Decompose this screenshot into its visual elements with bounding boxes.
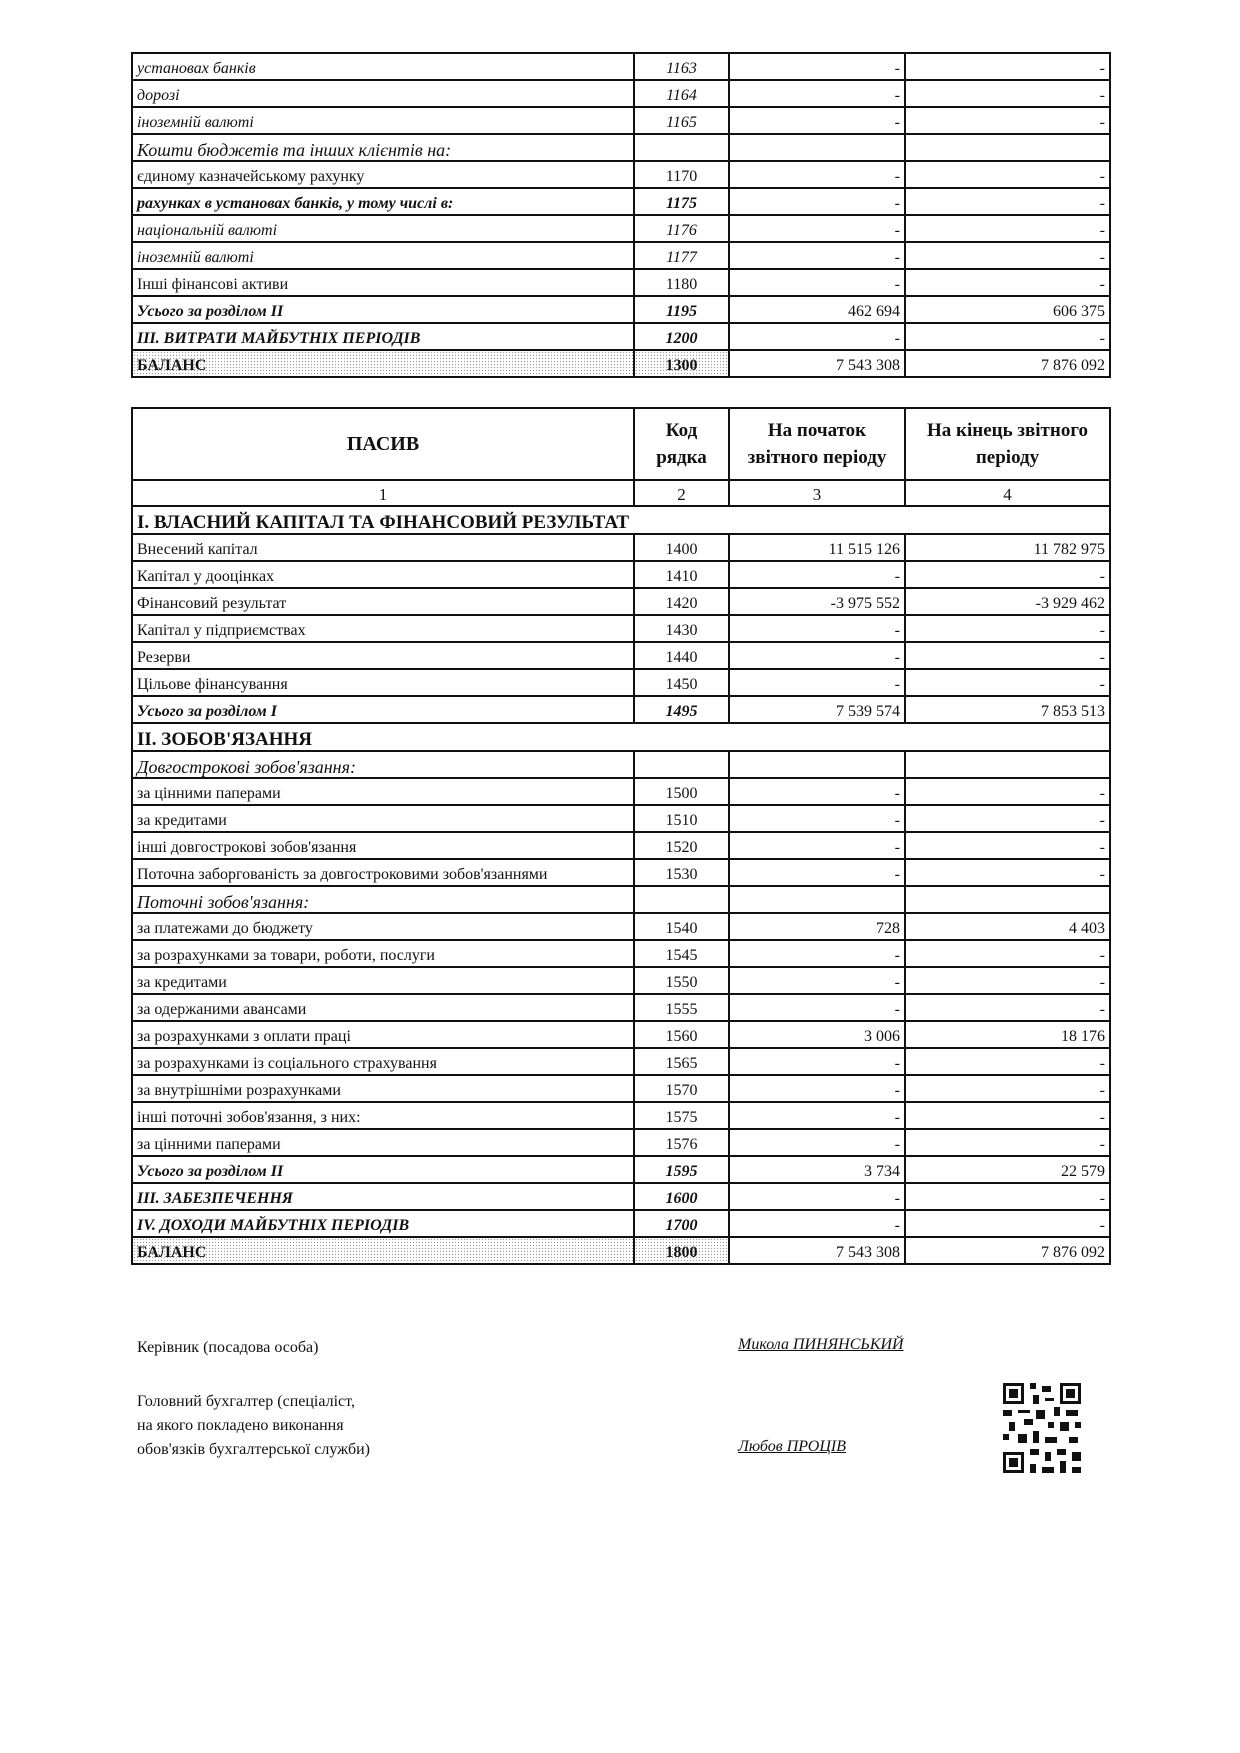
value-end-period [905,751,1110,778]
value-end-period: - [905,1210,1110,1237]
row-code: 1170 [634,161,729,188]
value-end-period: - [905,561,1110,588]
column-number: 1 [132,480,634,506]
value-end-period: - [905,859,1110,886]
value-end-period: - [905,1075,1110,1102]
row-code: 1175 [634,188,729,215]
value-start-period: - [729,615,905,642]
value-start-period: - [729,80,905,107]
row-code: 1570 [634,1075,729,1102]
table-row [132,161,1110,188]
value-start-period: - [729,1075,905,1102]
row-label: Поточні зобов'язання: [132,886,634,913]
row-label: національній валюті [132,215,634,242]
value-end-period: - [905,269,1110,296]
row-label: Внесений капітал [132,534,634,561]
column-number: 3 [729,480,905,506]
row-code: 1410 [634,561,729,588]
row-label: БАЛАНС [132,1237,634,1264]
value-start-period: - [729,161,905,188]
table-row [132,534,1110,561]
row-label: Довгострокові зобов'язання: [132,751,634,778]
value-end-period: 7 876 092 [905,1237,1110,1264]
table-row [132,561,1110,588]
row-label: Резерви [132,642,634,669]
value-end-period: - [905,778,1110,805]
row-label: за розрахунками з оплати праці [132,1021,634,1048]
value-start-period: - [729,561,905,588]
row-code: 1576 [634,1129,729,1156]
row-label: іноземній валюті [132,107,634,134]
value-start-period: - [729,215,905,242]
table-row [132,588,1110,615]
value-end-period: - [905,107,1110,134]
row-code: 1700 [634,1210,729,1237]
value-end-period: - [905,615,1110,642]
value-end-period: -3 929 462 [905,588,1110,615]
qr-code-icon [1003,1383,1081,1473]
table-row [132,1156,1110,1183]
value-start-period: - [729,188,905,215]
row-label: Капітал у дооцінках [132,561,634,588]
row-label: Поточна заборгованість за довгостроковими зобов'язаннями [132,859,634,886]
table-header-row [132,408,1110,480]
row-code: 1176 [634,215,729,242]
value-start-period: 7 539 574 [729,696,905,723]
value-start-period: - [729,107,905,134]
head-title: Керівник (посадова особа) [137,1339,319,1356]
table-row [132,913,1110,940]
row-label: установах банків [132,53,634,80]
value-start-period: - [729,1183,905,1210]
value-start-period: 3 734 [729,1156,905,1183]
accountant-title-line: обов'язків бухгалтерської служби) [137,1441,370,1458]
row-code: 1164 [634,80,729,107]
row-label: за цінними паперами [132,1129,634,1156]
value-end-period: 22 579 [905,1156,1110,1183]
value-end-period [905,134,1110,161]
value-end-period: 18 176 [905,1021,1110,1048]
row-label: за цінними паперами [132,778,634,805]
row-label: дорозі [132,80,634,107]
table-row [132,269,1110,296]
section-heading-obligations [132,723,1110,751]
row-code: 1545 [634,940,729,967]
table-row [132,886,1110,913]
row-code: 1510 [634,805,729,832]
row-label: рахунках в установах банків, у тому числі в: [132,188,634,215]
table-row [132,1102,1110,1129]
table-row [132,1075,1110,1102]
table-row [132,1048,1110,1075]
row-code: 1500 [634,778,729,805]
value-end-period: - [905,832,1110,859]
value-end-period: - [905,53,1110,80]
value-end-period: - [905,80,1110,107]
row-code: 1560 [634,1021,729,1048]
value-end-period: 7 853 513 [905,696,1110,723]
value-start-period: - [729,859,905,886]
value-start-period: - [729,832,905,859]
row-code: 1540 [634,913,729,940]
row-label: інші поточні зобов'язання, з них: [132,1102,634,1129]
value-end-period: - [905,1102,1110,1129]
value-end-period: - [905,1129,1110,1156]
table-row [132,994,1110,1021]
row-code: 1550 [634,967,729,994]
row-code: 1440 [634,642,729,669]
row-code: 1430 [634,615,729,642]
table-row [132,832,1110,859]
value-end-period: - [905,323,1110,350]
accountant-title-line: на якого покладено виконання [137,1417,344,1434]
row-label: III. ВИТРАТИ МАЙБУТНІХ ПЕРІОДІВ [132,323,634,350]
value-start-period: 3 006 [729,1021,905,1048]
table-row [132,242,1110,269]
value-start-period: 7 543 308 [729,1237,905,1264]
value-end-period: 4 403 [905,913,1110,940]
value-start-period: - [729,53,905,80]
row-label: Усього за розділом I [132,696,634,723]
row-label: за розрахунками за товари, роботи, послуги [132,940,634,967]
value-end-period: 7 876 092 [905,350,1110,377]
table-row [132,1183,1110,1210]
row-code: 1450 [634,669,729,696]
table-row [132,134,1110,161]
value-end-period: - [905,1183,1110,1210]
row-label: за платежами до бюджету [132,913,634,940]
section-heading-equity [132,506,1110,534]
value-end-period: - [905,1048,1110,1075]
row-code [634,886,729,913]
row-code: 1420 [634,588,729,615]
value-end-period: - [905,161,1110,188]
table-row [132,669,1110,696]
row-code: 1595 [634,1156,729,1183]
row-code: 1400 [634,534,729,561]
value-start-period: -3 975 552 [729,588,905,615]
row-label: Кошти бюджетів та інших клієнтів на: [132,134,634,161]
value-start-period: - [729,940,905,967]
table-row [132,1021,1110,1048]
table-row [132,296,1110,323]
table-row [132,859,1110,886]
row-label: БАЛАНС [132,350,634,377]
table-row [132,940,1110,967]
value-start-period: - [729,269,905,296]
header-code: Код рядка [634,408,729,480]
table-row [132,642,1110,669]
table-row [132,1129,1110,1156]
value-start-period: - [729,778,905,805]
value-start-period [729,751,905,778]
table-row [132,188,1110,215]
table-row [132,967,1110,994]
row-code [634,134,729,161]
table-row [132,615,1110,642]
header-passive: ПАСИВ [132,408,634,480]
table-row [132,805,1110,832]
table-row [132,751,1110,778]
head-name: Микола ПИНЯНСЬКИЙ [738,1336,904,1353]
row-label: за розрахунками із соціального страхування [132,1048,634,1075]
accountant-title [137,1390,370,1462]
row-code: 1530 [634,859,729,886]
row-label: Усього за розділом II [132,296,634,323]
row-code: 1165 [634,107,729,134]
row-label: за одержаними авансами [132,994,634,1021]
header-end-period: На кінець звітного періоду [905,408,1110,480]
row-code: 1163 [634,53,729,80]
value-end-period: - [905,188,1110,215]
value-end-period: - [905,215,1110,242]
value-end-period: - [905,642,1110,669]
table-row [132,323,1110,350]
table-row [132,1210,1110,1237]
value-start-period: - [729,1102,905,1129]
row-label: Інші фінансові активи [132,269,634,296]
row-code: 1575 [634,1102,729,1129]
value-start-period: - [729,1129,905,1156]
value-start-period: - [729,805,905,832]
row-label: єдиному казначейському рахунку [132,161,634,188]
value-start-period: 7 543 308 [729,350,905,377]
row-code: 1495 [634,696,729,723]
value-end-period: - [905,805,1110,832]
liabilities-table [131,407,1111,1265]
value-start-period [729,134,905,161]
value-end-period: 606 375 [905,296,1110,323]
value-start-period: - [729,1210,905,1237]
row-code: 1520 [634,832,729,859]
value-start-period: - [729,669,905,696]
row-code: 1177 [634,242,729,269]
table-row [132,696,1110,723]
value-end-period: - [905,669,1110,696]
row-label: іноземній валюті [132,242,634,269]
accountant-name: Любов ПРОЦІВ [738,1438,847,1455]
balance-total-row [132,350,1110,377]
value-start-period: 728 [729,913,905,940]
row-label: IV. ДОХОДИ МАЙБУТНІХ ПЕРІОДІВ [132,1210,634,1237]
table-row [132,80,1110,107]
accountant-title-line: Головний бухгалтер (спеціаліст, [137,1393,355,1410]
row-label: Усього за розділом II [132,1156,634,1183]
row-label: інші довгострокові зобов'язання [132,832,634,859]
table-row [132,107,1110,134]
row-label: Цільове фінансування [132,669,634,696]
header-start-period: На початок звітного періоду [729,408,905,480]
row-code: 1555 [634,994,729,1021]
row-code: 1565 [634,1048,729,1075]
value-start-period: - [729,642,905,669]
row-code: 1800 [634,1237,729,1264]
table-row [132,215,1110,242]
value-end-period [905,886,1110,913]
value-end-period: 11 782 975 [905,534,1110,561]
assets-table-continued [131,52,1111,378]
row-code: 1600 [634,1183,729,1210]
table-row [132,53,1110,80]
row-label: Капітал у підприємствах [132,615,634,642]
row-label: за кредитами [132,805,634,832]
value-start-period: - [729,994,905,1021]
value-end-period: - [905,940,1110,967]
row-code: 1200 [634,323,729,350]
column-number-row [132,480,1110,506]
row-label: за кредитами [132,967,634,994]
value-start-period: - [729,242,905,269]
value-start-period: - [729,967,905,994]
value-start-period: - [729,1048,905,1075]
balance-total-row [132,1237,1110,1264]
row-code [634,751,729,778]
value-end-period: - [905,967,1110,994]
row-code: 1300 [634,350,729,377]
row-label: Фінансовий результат [132,588,634,615]
column-number: 2 [634,480,729,506]
value-end-period: - [905,242,1110,269]
section-title: I. ВЛАСНИЙ КАПІТАЛ ТА ФІНАНСОВИЙ РЕЗУЛЬТАТ [132,506,1110,534]
value-start-period: 462 694 [729,296,905,323]
row-code: 1195 [634,296,729,323]
row-code: 1180 [634,269,729,296]
section-title: II. ЗОБОВ'ЯЗАННЯ [132,723,1110,751]
value-start-period: - [729,323,905,350]
value-start-period: 11 515 126 [729,534,905,561]
column-number: 4 [905,480,1110,506]
value-start-period [729,886,905,913]
table-row [132,778,1110,805]
row-label: за внутрішніми розрахунками [132,1075,634,1102]
value-end-period: - [905,994,1110,1021]
row-label: III. ЗАБЕЗПЕЧЕННЯ [132,1183,634,1210]
